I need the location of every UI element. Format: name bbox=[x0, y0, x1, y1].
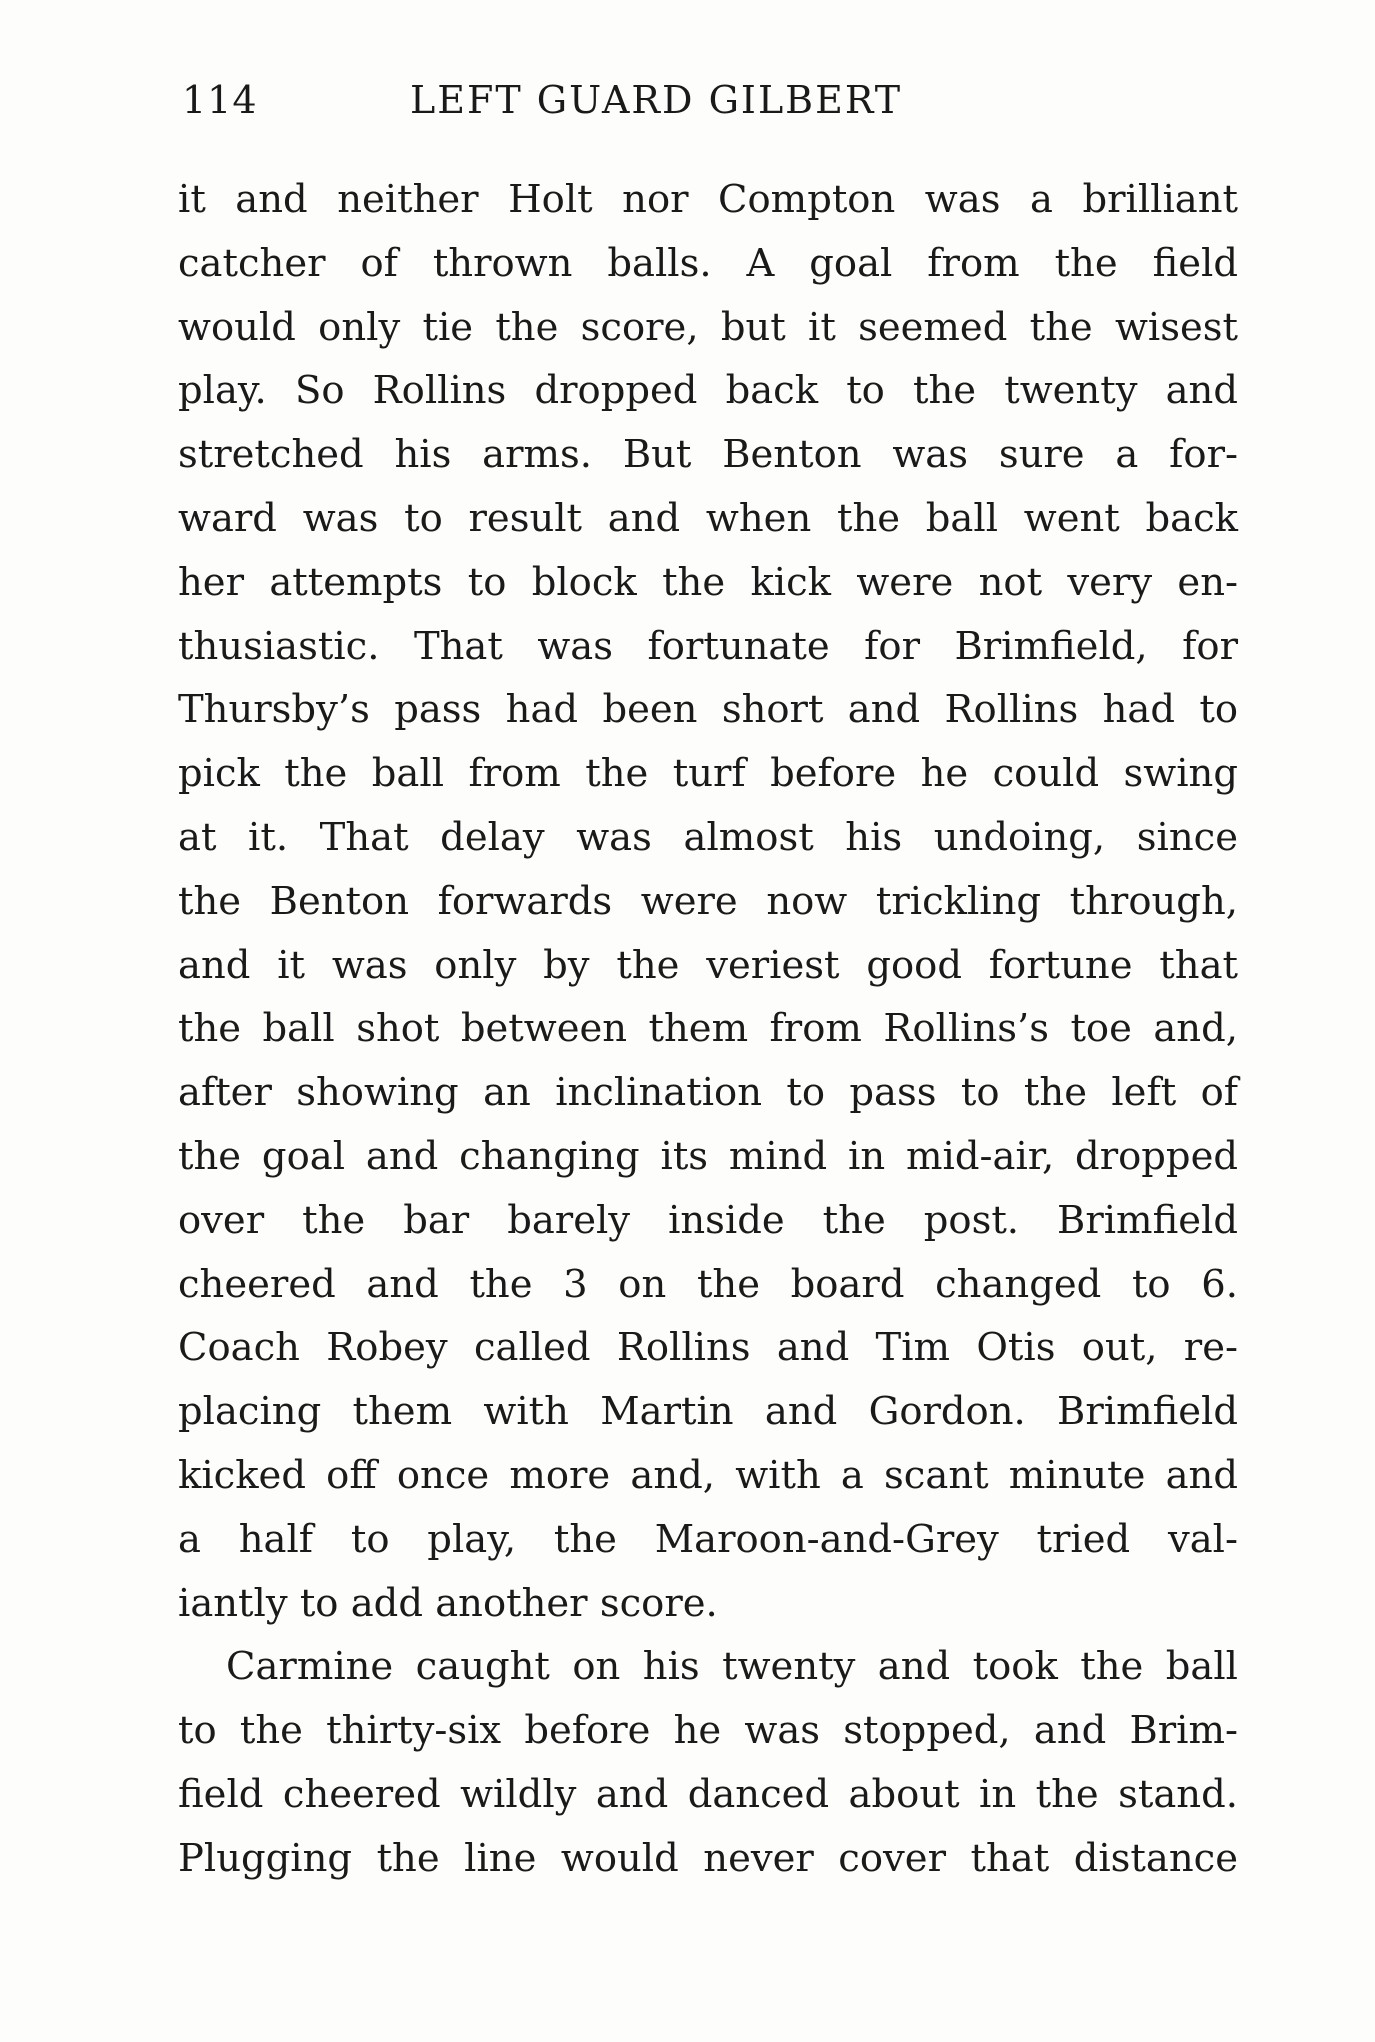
text-line: pick the ball from the turf before he could swing bbox=[178, 751, 1238, 797]
text-line: it and neither Holt nor Compton was a brilliant bbox=[178, 177, 1238, 222]
running-title: LEFT GUARD GILBERT bbox=[410, 78, 903, 122]
text-line: field cheered wildly and danced about in the stand. bbox=[178, 1771, 1238, 1817]
text-line: the Benton forwards were now trickling through, bbox=[178, 878, 1238, 924]
text-line: and it was only by the veriest good fortune that bbox=[178, 942, 1238, 988]
text-line: Carmine caught on his twenty and took the ball bbox=[226, 1644, 1238, 1690]
text-line: a half to play, the Maroon-and-Grey tried val- bbox=[178, 1516, 1238, 1562]
text-line: Thursby’s pass had been short and Rollins had to bbox=[178, 687, 1238, 733]
paragraph-2 bbox=[178, 1635, 1238, 1890]
text-line: Plugging the line would never cover that distance bbox=[178, 1835, 1238, 1881]
text-line: ward was to result and when the ball went back bbox=[178, 495, 1238, 541]
text-line: after showing an inclination to pass to the left of bbox=[178, 1070, 1238, 1116]
text-line: placing them with Martin and Gordon. Brimfield bbox=[178, 1389, 1238, 1435]
text-line: over the bar barely inside the post. Brimfield bbox=[178, 1197, 1238, 1243]
text-line: play. So Rollins dropped back to the twenty and bbox=[178, 368, 1238, 414]
body-text bbox=[178, 168, 1238, 1891]
text-line: stretched his arms. But Benton was sure a for- bbox=[178, 432, 1238, 478]
text-line: catcher of thrown balls. A goal from the field bbox=[178, 240, 1238, 286]
text-line: cheered and the 3 on the board changed to 6. bbox=[178, 1261, 1238, 1307]
text-line: Coach Robey called Rollins and Tim Otis out, re- bbox=[178, 1325, 1238, 1371]
text-line: the ball shot between them from Rollins’s toe and, bbox=[178, 1006, 1238, 1052]
text-line: would only tie the score, but it seemed the wisest bbox=[178, 304, 1238, 350]
text-line: at it. That delay was almost his undoing, since bbox=[178, 814, 1238, 860]
text-line: thusiastic. That was fortunate for Brimfield, for bbox=[178, 623, 1238, 669]
page-number: 114 bbox=[182, 78, 258, 122]
text-line: iantly to add another score. bbox=[178, 1580, 718, 1626]
text-line: her attempts to block the kick were not very en- bbox=[178, 559, 1238, 605]
text-line: to the thirty-six before he was stopped, and Brim- bbox=[178, 1708, 1238, 1754]
text-line: kicked off once more and, with a scant minute and bbox=[178, 1452, 1238, 1498]
paragraph-1 bbox=[178, 168, 1238, 1635]
text-line: the goal and changing its mind in mid-air, dropped bbox=[178, 1133, 1238, 1179]
page-header bbox=[182, 78, 1242, 138]
